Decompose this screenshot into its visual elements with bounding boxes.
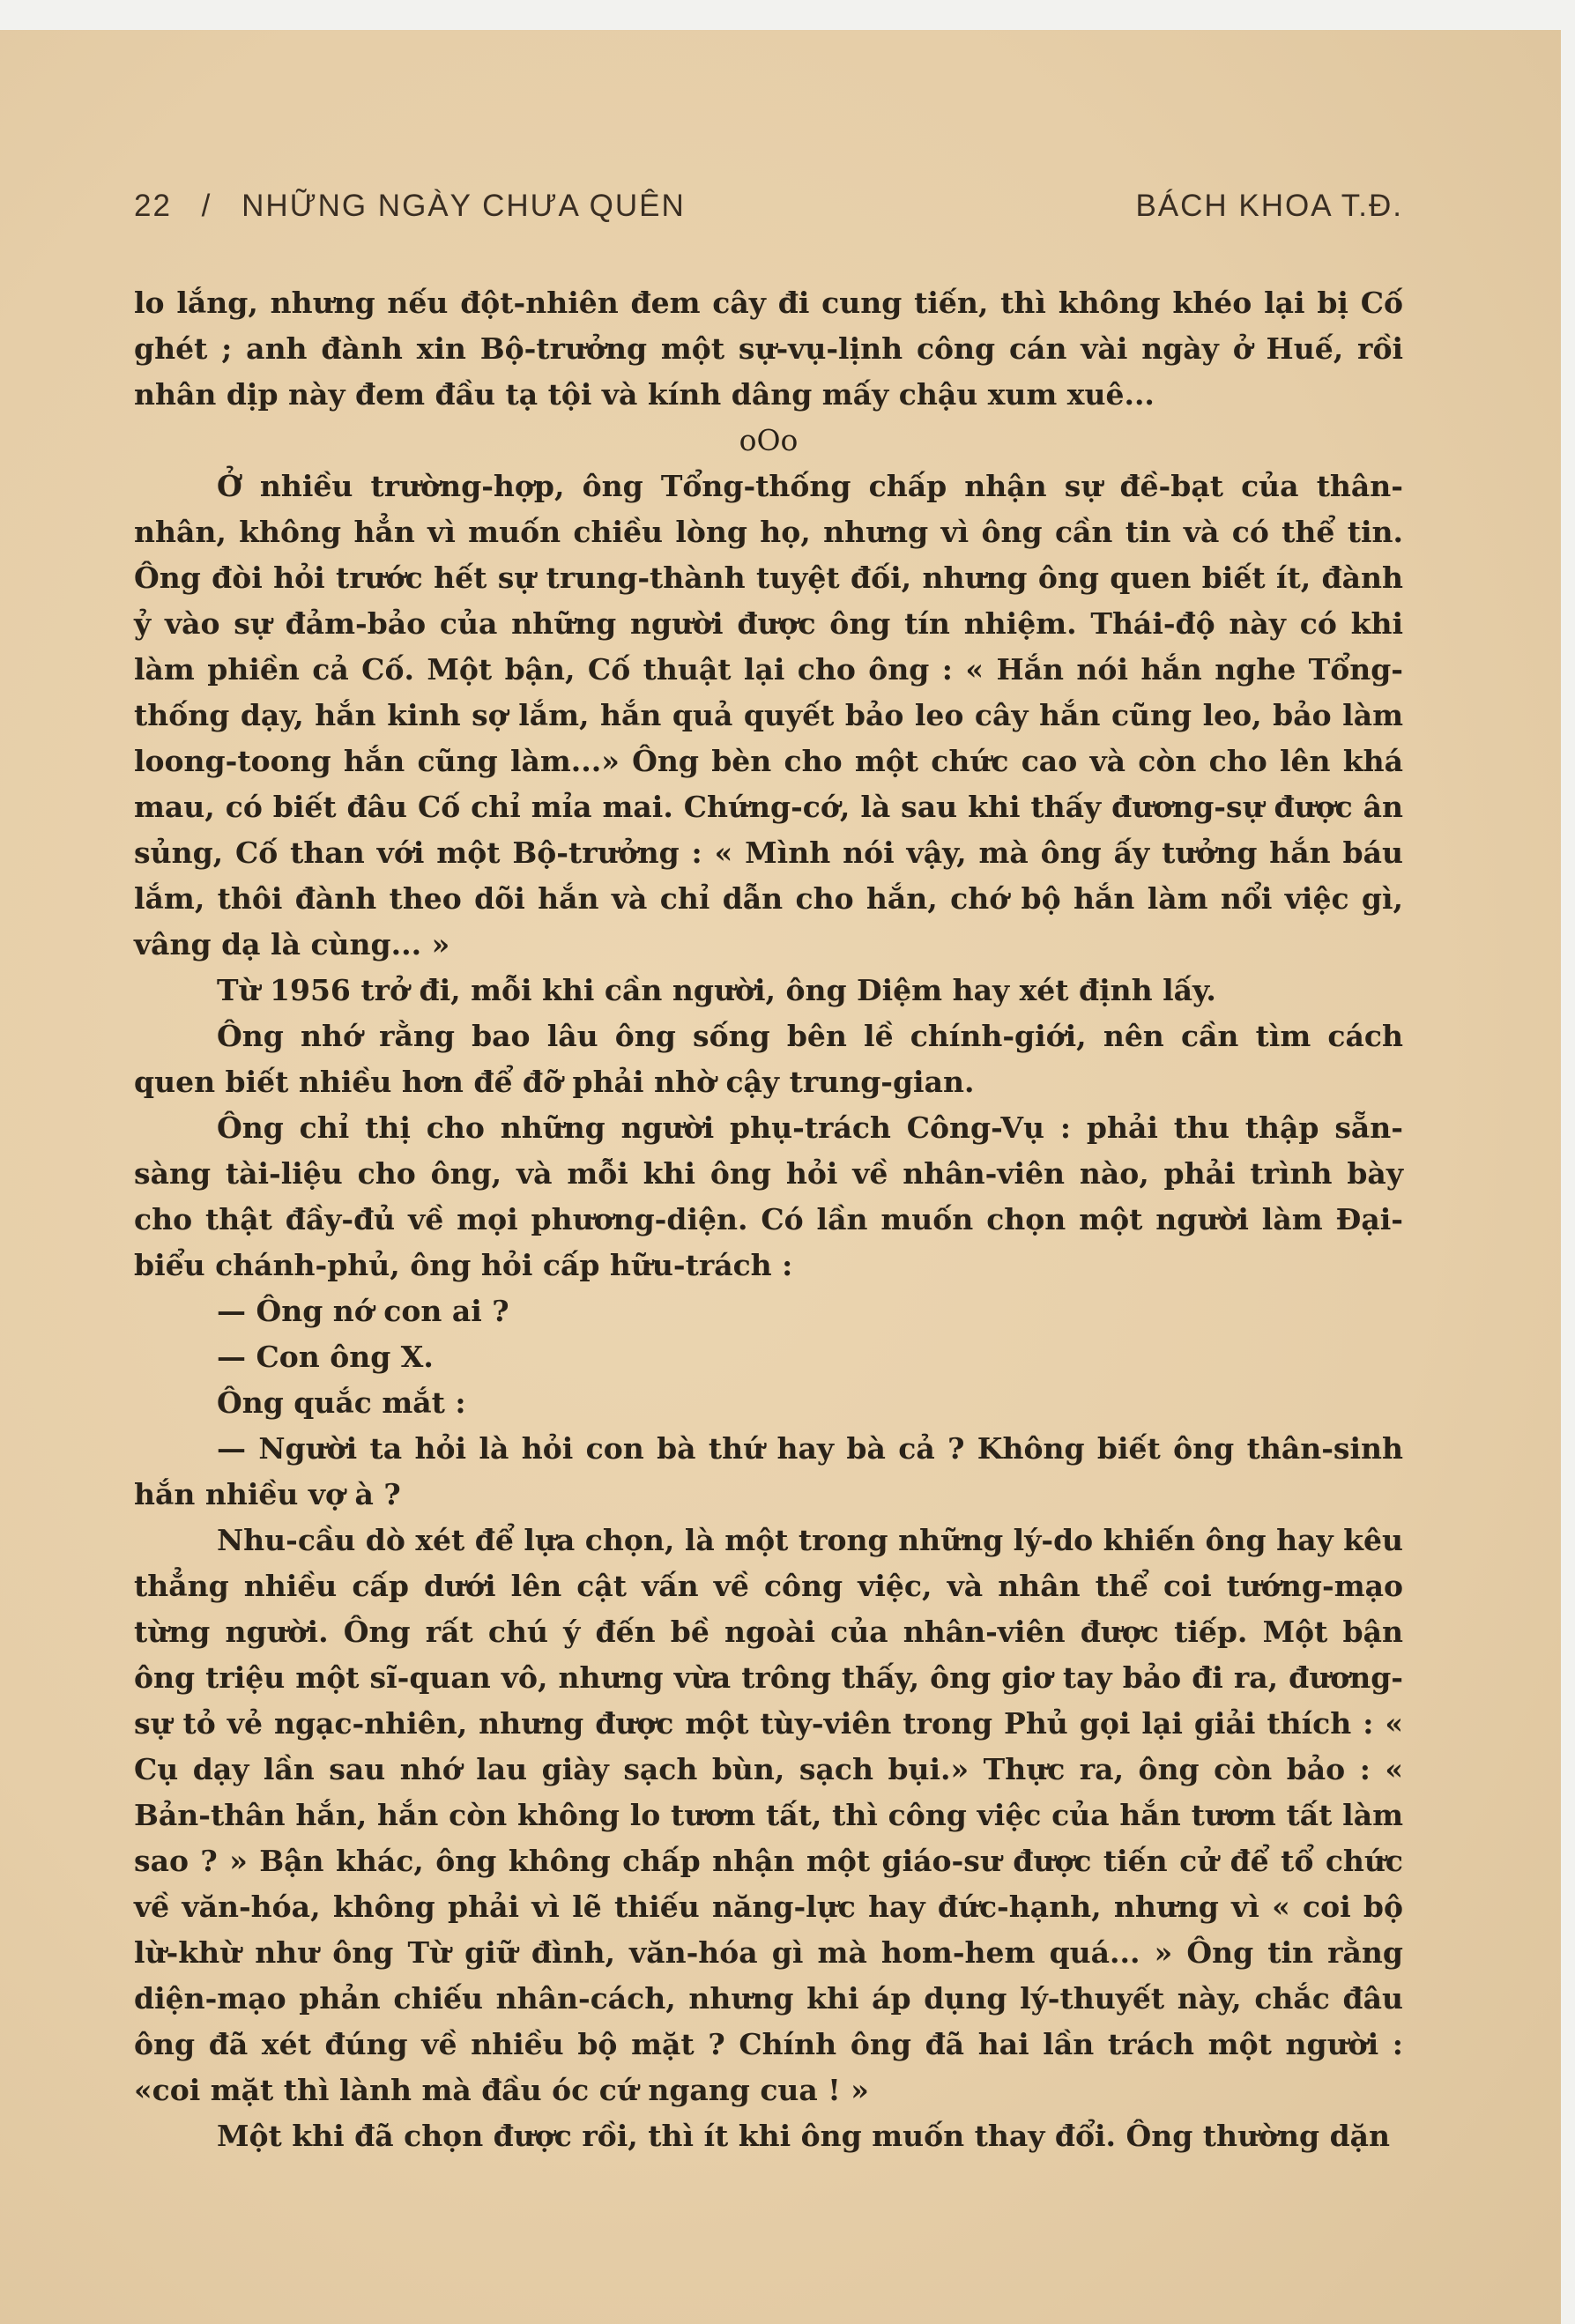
dialogue-line: — Con ông X. xyxy=(217,1340,434,1374)
paragraph-continued: lo lắng, nhưng nếu đột-nhiên đem cây đi cung tiến, thì không khéo lại bị Cố ghét ; anh đành xin Bộ-trưởng một sự-vụ-lịnh công cán vài ngày ở Huế, rồi nhân dịp này đem đầu tạ tội và kính dâng mấy chậu xum xuê... xyxy=(134,286,1403,412)
paragraph: Từ 1956 trở đi, mỗi khi cần người, ông Diệm hay xét định lấy. xyxy=(217,973,1216,1007)
paragraph: Một khi đã chọn được rồi, thì ít khi ông muốn thay đổi. Ông thường dặn xyxy=(217,2119,1391,2153)
dialogue-line: — Ông nớ con ai ? xyxy=(217,1294,509,1328)
page-body xyxy=(134,280,1403,2159)
scan-border-top xyxy=(0,0,1575,30)
section-separator: oOo xyxy=(739,423,799,457)
dialogue-line: — Người ta hỏi là hỏi con bà thứ hay bà cả ? Không biết ông thân-sinh hắn nhiều vợ à ? xyxy=(134,1431,1403,1511)
paragraph: Ông chỉ thị cho những người phụ-trách Công-Vụ : phải thu thập sẵn-sàng tài-liệu cho ông, và mỗi khi ông hỏi về nhân-viên nào, phải trình bày cho thật đầy-đủ về mọi phương-diện. Có lần muốn chọn một người làm Đại-biểu chánh-phủ, ông hỏi cấp hữu-trách : xyxy=(134,1110,1403,1282)
running-header xyxy=(134,189,1403,224)
header-separator: / xyxy=(201,189,212,223)
page-number: 22 xyxy=(134,189,172,223)
paragraph: Ở nhiều trường-hợp, ông Tổng-thống chấp nhận sự đề-bạt của thân-nhân, không hẳn vì muốn chiều lòng họ, nhưng vì ông cần tin và có thể tin. Ông đòi hỏi trước hết sự trung-thành tuyệt đối, nhưng ông quen biết ít, đành ỷ vào sự đảm-bảo của những người được ông tín nhiệm. Thái-độ này có khi làm phiền cả Cố. Một bận, Cố thuật lại cho ông : « Hắn nói hắn nghe Tổng-thống dạy, hắn kinh sợ lắm, hắn quả quyết bảo leo cây hắn cũng leo, bảo làm loong-toong hắn cũng làm...» Ông bèn cho một chức cao và còn cho lên khá mau, có biết đâu Cố chỉ mỉa mai. Chứng-cớ, là sau khi thấy đương-sự được ân sủng, Cố than với một Bộ-trưởng : « Mình nói vậy, mà ông ấy tưởng hắn báu lắm, thôi đành theo dõi hắn và chỉ dẫn cho hắn, chớ bộ hắn làm nổi việc gì, vâng dạ là cùng... » xyxy=(134,469,1403,962)
scan-border-right xyxy=(1561,0,1575,2324)
publication-name: BÁCH KHOA T.Đ. xyxy=(1135,189,1403,223)
header-left xyxy=(134,189,705,224)
paragraph: Ông nhớ rằng bao lâu ông sống bên lề chính-giới, nên cần tìm cách quen biết nhiều hơn để đỡ phải nhờ cậy trung-gian. xyxy=(134,1019,1403,1099)
paragraph: Nhu-cầu dò xét để lựa chọn, là một trong những lý-do khiến ông hay kêu thẳng nhiều cấp dưới lên cật vấn về công việc, và nhân thể coi tướng-mạo từng người. Ông rất chú ý đến bề ngoài của nhân-viên được tiếp. Một bận ông triệu một sĩ-quan vô, nhưng vừa trông thấy, ông giơ tay bảo đi ra, đương-sự tỏ vẻ ngạc-nhiên, nhưng được một tùy-viên trong Phủ gọi lại giải thích : « Cụ dạy lần sau nhớ lau giày sạch bùn, sạch bụi.» Thực ra, ông còn bảo : « Bản-thân hắn, hắn còn không lo tươm tất, thì công việc của hắn tươm tất làm sao ? » Bận khác, ông không chấp nhận một giáo-sư được tiến cử để tổ chức về văn-hóa, không phải vì lẽ thiếu năng-lực hay đức-hạnh, nhưng vì « coi bộ lừ-khừ như ông Từ giữ đình, văn-hóa gì mà hom-hem quá... » Ông tin rằng diện-mạo phản chiếu nhân-cách, nhưng khi áp dụng lý-thuyết này, chắc đâu ông đã xét đúng về nhiều bộ mặt ? Chính ông đã hai lần trách một người : «coi mặt thì lành mà đầu óc cứ ngang cua ! » xyxy=(134,1523,1403,2107)
dialogue-line: Ông quắc mắt : xyxy=(217,1385,466,1420)
section-title: NHỮNG NGÀY CHƯA QUÊN xyxy=(241,189,686,223)
